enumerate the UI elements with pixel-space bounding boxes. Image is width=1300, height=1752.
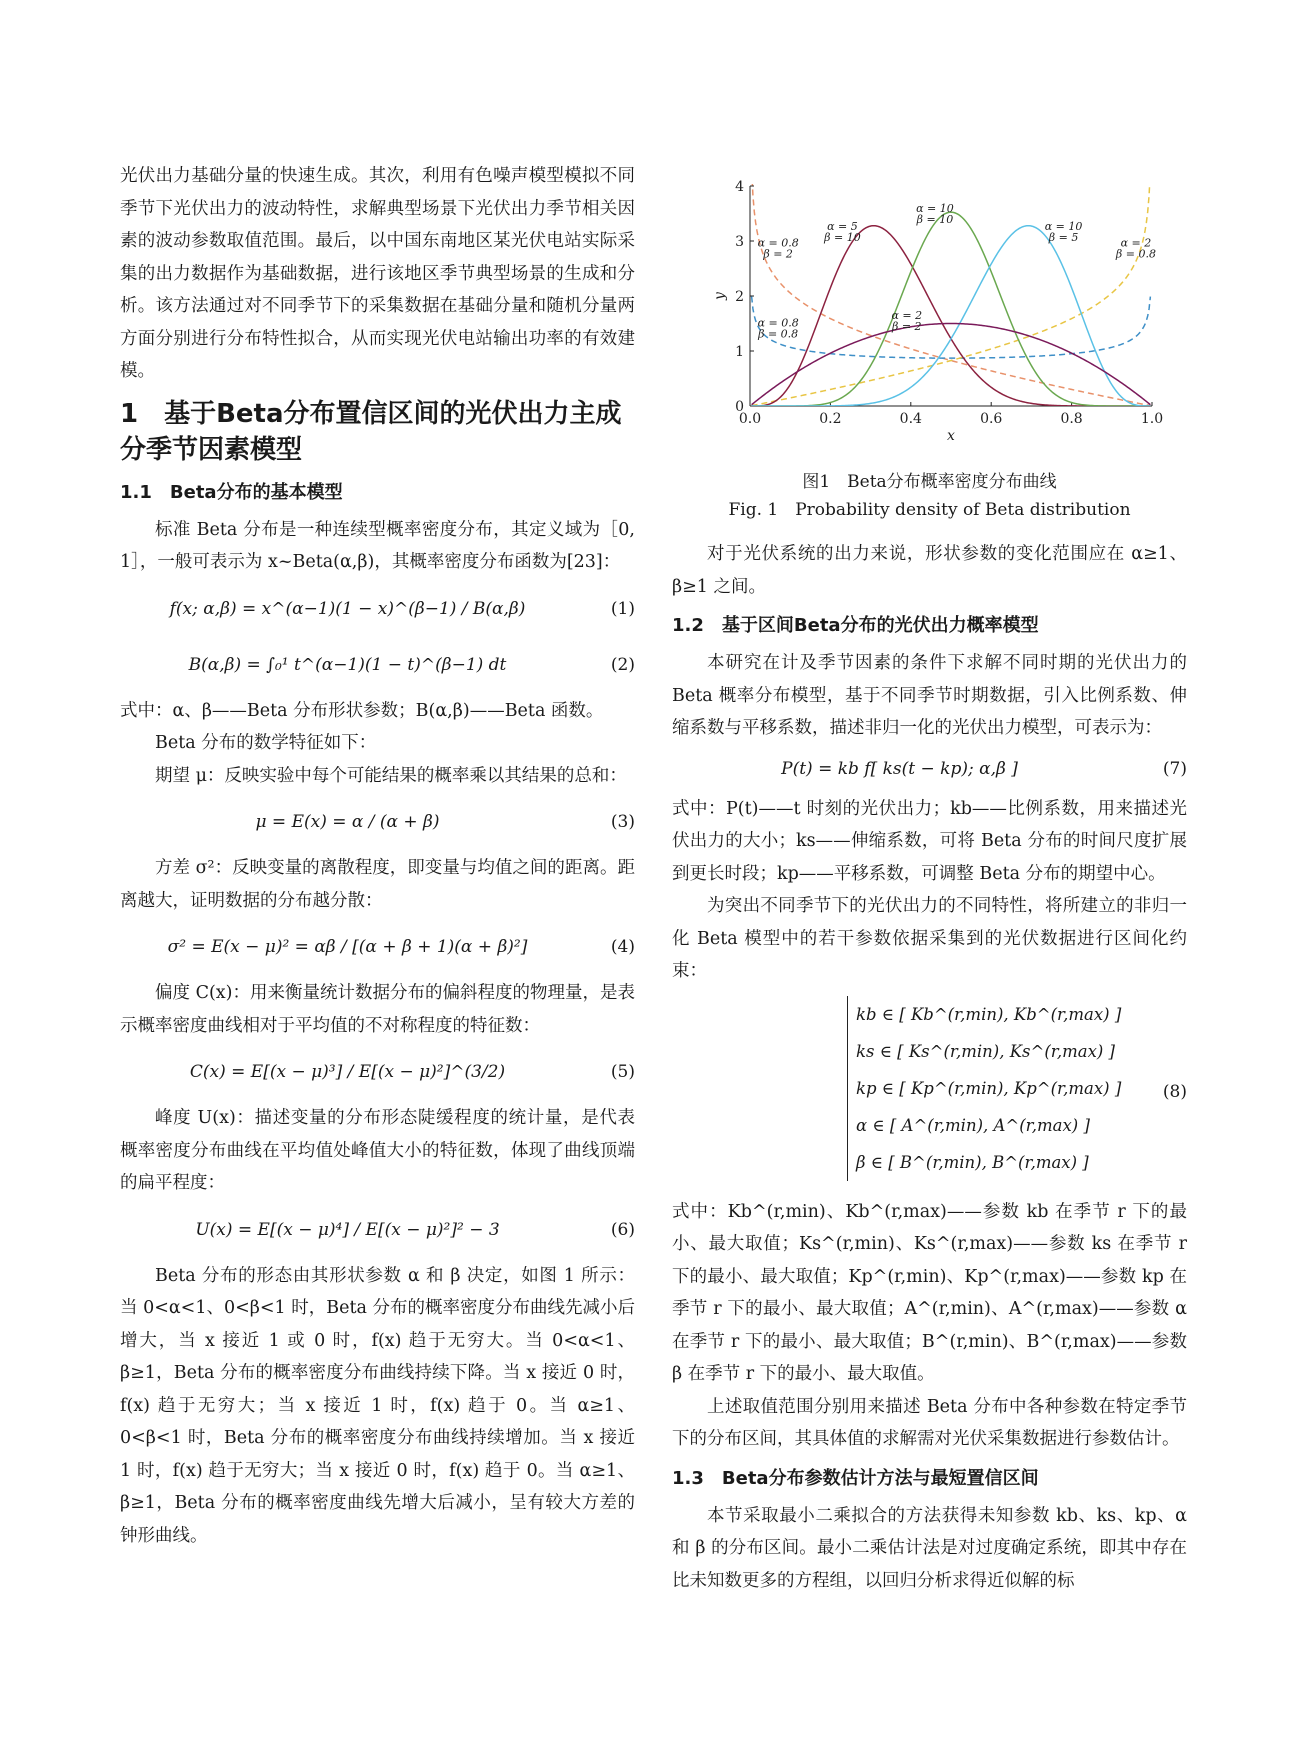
figure-1 [672,172,1187,462]
paragraph: 偏度 C(x)：用来衡量统计数据分布的偏斜程度的物理量，是表示概率密度曲线相对于平均值的不对称程度的特征数： [120,983,635,1036]
series-label-beta: β = 0.8 [758,327,799,341]
series-label-beta: β = 5 [1048,231,1079,244]
series-line [752,226,1151,406]
equation-expression: μ = E(x) = α / (α + β) [255,812,440,832]
paragraph: Beta 分布的数学特征如下： [155,733,377,753]
figure-caption-cn: 图1 Beta分布概率密度分布曲线 [802,472,1057,492]
paragraph: 期望 μ：反映实验中每个可能结果的概率乘以其结果的总和： [155,765,627,786]
constraint-line: kp ∈ [ Kp^(r,min), Kp^(r,max) ] [856,1078,1122,1098]
constraint-system [847,996,1121,1181]
series-line [752,324,1151,405]
equation-expression: C(x) = E[(x − μ)³] / E[(x − μ)²]^(3/2) [189,1062,506,1082]
x-tick-label: 0.0 [738,411,762,427]
section-1-1-title: 1.1 Beta分布的基本模型 [120,481,343,503]
figure-caption-en: Fig. 1 Probability density of Beta distribution [728,500,1131,520]
series-label-beta: β = 2 [891,320,922,334]
equation-8 [672,992,1187,1192]
y-axis-label: y [712,292,728,300]
series-line [752,297,1151,359]
left-column [120,160,635,1552]
paragraph: 本节采取最小二乘拟合的方法获得未知参数 kb、ks、kp、α 和 β 的分布区间。最小二乘估计法是对过度确定系统，即其中存在比未知数更多的方程组，以回归分析求得近似解的标 [672,1505,1187,1591]
series-label-alpha: α = 10 [916,201,954,215]
series-label-alpha: α = 5 [827,220,858,233]
paragraph: 峰度 U(x)：描述变量的分布形态陡缓程度的统计量，是代表概率密度分布曲线在平均值处峰值大小的特征数，体现了曲线顶端的扁平程度： [120,1108,635,1193]
paragraph: 式中：Kb^(r,min)、Kb^(r,max)——参数 kb 在季节 r 下的最小、最大取值；Ks^(r,min)、Ks^(r,max)——参数 ks 在季节 r 下的最小、最大取值；Kp^(r,min)、Kp^(r,max)——参数 kp 在季节 r 下的最小、最大取值；A^(r,min)、A^(r,max)——参数 α 在季节 r 下的最小、最大取值；B^(r,min)、B^(r,max)——参数 β 在季节 r 下的最小、最大取值。 [672,1201,1187,1384]
x-tick-label: 1.0 [1140,411,1164,427]
equation-number: (8) [1162,1081,1187,1102]
series-label-alpha: α = 0.8 [757,236,799,250]
equation-expression: U(x) = E[(x − μ)⁴] / E[(x − μ)²]² − 3 [195,1219,500,1240]
equation-3 [120,796,635,848]
paragraph: 为突出不同季节下的光伏出力的不同特性，将所建立的非归一化 Beta 模型中的若干参数依据采集到的光伏数据进行区间化约束： [672,896,1187,981]
equation-1 [120,583,635,635]
series-label-alpha: α = 2 [891,309,923,323]
equation-2 [120,639,635,691]
series-line [752,226,1151,406]
equation-number: (5) [610,1062,635,1082]
equation-number: (7) [1162,758,1187,779]
series-label-alpha: α = 0.8 [757,316,799,330]
x-tick-label: 0.8 [1060,411,1083,427]
series-label-beta: β = 10 [824,231,861,244]
paragraph: 式中：P(t)——t 时刻的光伏出力；kb——比例系数，用来描述光伏出力的大小；ks——伸缩系数，可将 Beta 分布的时间尺度扩展到更长时段；kp——平移系数，可调整 Beta 分布的期望中心。 [672,798,1187,884]
constraint-line: β ∈ [ B^(r,min), B^(r,max) ] [856,1152,1089,1172]
x-tick-label: 0.4 [899,411,922,427]
series-label-beta: β = 0.8 [1115,247,1156,261]
y-tick-label: 4 [735,179,744,195]
equation-expression: σ² = E(x − μ)² = αβ / [(α + β + 1)(α + β)²] [167,937,528,957]
y-tick-label: 2 [735,289,744,305]
equation-number: (4) [610,937,635,957]
paragraph: 本研究在计及季节因素的条件下求解不同时期的光伏出力的 Beta 概率分布模型，基于不同季节时期数据，引入比例系数、伸缩系数与平移系数，描述非归一化的光伏出力模型，可表示为： [672,653,1187,738]
paragraph: 上述取值范围分别用来描述 Beta 分布中各种参数在特定季节下的分布区间，其具体值的求解需对光伏采集数据进行参数估计。 [672,1396,1187,1449]
constraint-line: α ∈ [ A^(r,min), A^(r,max) ] [856,1115,1090,1135]
x-tick-label: 0.6 [980,411,1003,427]
right-column [672,160,1187,1597]
equation-5 [120,1046,635,1098]
equation-number: (1) [610,598,635,619]
series-label-alpha: α = 10 [1044,220,1083,233]
paragraph: 对于光伏系统的出力来说，形状参数的变化范围应在 α≥1、β≥1 之间。 [672,544,1187,597]
intro-paragraph: 光伏出力基础分量的快速生成。其次，利用有色噪声模型模拟不同季节下光伏出力的波动特性，求解典型场景下光伏出力季节相关因素的波动参数取值范围。最后，以中国东南地区某光伏电站实际采集的出力数据作为基础数据，进行该地区季节典型场景的生成和分析。该方法通过对不同季节下的采集数据在基础分量和随机分量两方面分别进行分布特性拟合，从而实现光伏电站输出功率的有效建模。 [120,166,635,381]
equation-6 [120,1204,635,1256]
x-tick-label: 0.2 [819,411,842,427]
equation-number: (2) [610,654,635,675]
constraint-line: ks ∈ [ Ks^(r,min), Ks^(r,max) ] [856,1041,1115,1061]
paragraph: 式中：α、β——Beta 分布形状参数；B(α,β)——Beta 函数。 [120,700,604,721]
x-axis-label: x [947,428,955,444]
section-1-3-title: 1.3 Beta分布参数估计方法与最短置信区间 [672,1467,1039,1489]
series-label-alpha: α = 2 [1120,236,1152,250]
series-label-beta: β = 2 [763,247,793,261]
y-tick-label: 3 [735,234,744,250]
beta-density-chart [672,172,1187,462]
constraint-line: kb ∈ [ Kb^(r,min), Kb^(r,max) ] [856,1004,1122,1024]
section-1-2-title: 1.2 基于区间Beta分布的光伏出力概率模型 [672,615,1039,636]
equation-expression: P(t) = kb f[ ks(t − kp); α,β ] [781,758,1018,779]
equation-number: (3) [610,812,635,832]
equation-4 [120,921,635,973]
paragraph: Beta 分布的形态由其形状参数 α 和 β 决定，如图 1 所示：当 0<α<1、0<β<1 时，Beta 分布的概率密度分布曲线先减小后增大，当 x 接近 1 或 0 时，f(x) 趋于无穷大。当 0<α<1、β≥1，Beta 分布的概率密度分布曲线持续下降。当 x 接近 0 时，f(x) 趋于无穷大；当 x 接近 1 时，f(x) 趋于 0。当 α≥1、0<β<1 时，Beta 分布的概率密度分布曲线持续增加。当 x 接近 1 时，f(x) 趋于无穷大；当 x 接近 0 时，f(x) 趋于 0。当 α≥1、β≥1，Beta 分布的概率密度曲线先增大后减小，呈有较大方差的钟形曲线。 [120,1265,635,1546]
section-1-title: 1 基于Beta分布置信区间的光伏出力主成分季节因素模型 [120,398,622,465]
series-label-beta: β = 10 [916,212,954,226]
paragraph: 方差 σ²：反映变量的离散程度，即变量与均值之间的距离。距离越大，证明数据的分布越分散： [120,858,635,911]
paragraph: 标准 Beta 分布是一种连续型概率密度分布，其定义域为［0, 1］，一般可表示为 x~Beta(α,β)，其概率密度分布函数为[23]： [120,519,635,572]
equation-number: (6) [610,1219,635,1240]
y-tick-label: 1 [735,344,744,360]
equation-expression: B(α,β) = ∫₀¹ t^(α−1)(1 − t)^(β−1) dt [188,654,507,675]
y-tick-label: 0 [735,399,744,415]
equation-expression: f(x; α,β) = x^(α−1)(1 − x)^(β−1) / B(α,β) [169,598,526,619]
equation-7 [672,749,1187,789]
